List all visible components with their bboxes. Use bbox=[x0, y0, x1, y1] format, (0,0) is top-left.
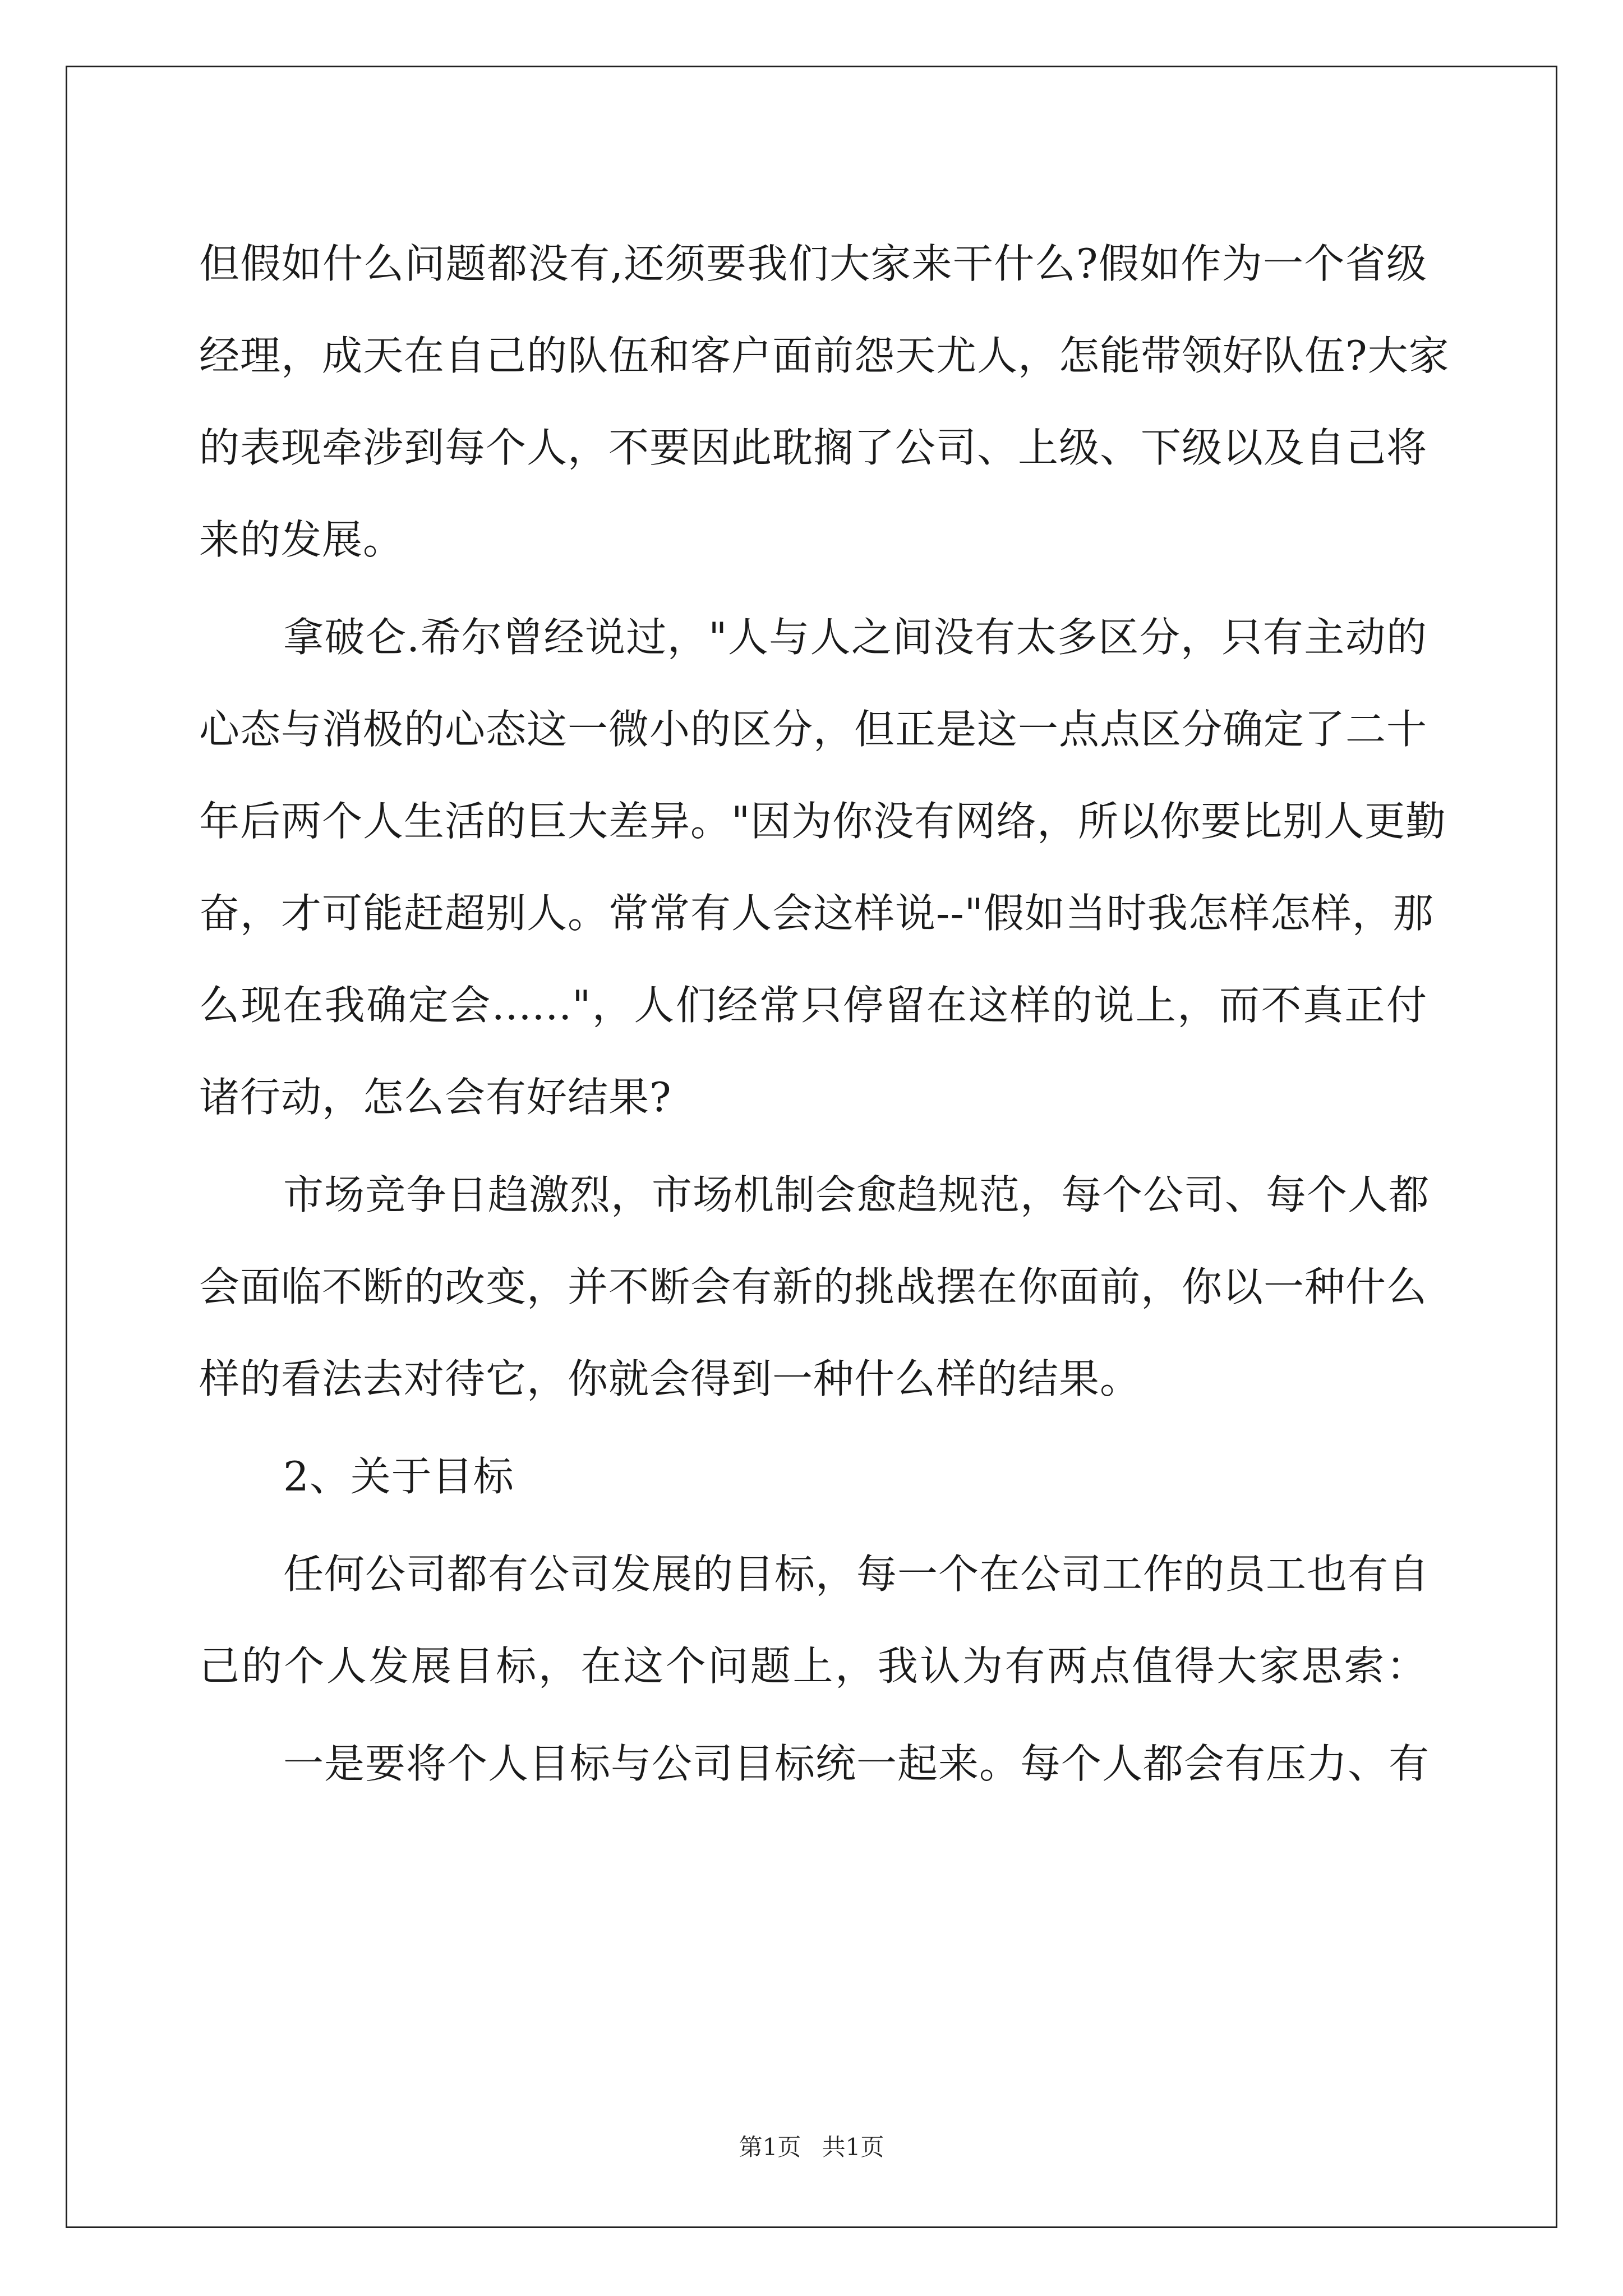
text-line: 的表现牵涉到每个人，不要因此耽搁了公司、上级、下级以及自己将 bbox=[199, 424, 1428, 471]
text-line: 会面临不断的改变，并不断会有新的挑战摆在你面前，你以一种什么 bbox=[199, 1263, 1428, 1310]
text-line: 市场竞争日趋激烈，市场机制会愈趋规范，每个公司、每个人都 bbox=[283, 1171, 1430, 1218]
text-line: 一是要将个人目标与公司目标统一起来。每个人都会有压力、有 bbox=[283, 1740, 1430, 1787]
page-footer bbox=[0, 2129, 1623, 2162]
text-line: 拿破仑.希尔曾经说过，"人与人之间没有太多区分，只有主动的 bbox=[283, 614, 1427, 661]
text-line: 诸行动，怎么会有好结果? bbox=[199, 1074, 672, 1121]
text-line: 任何公司都有公司发展的目标，每一个在公司工作的员工也有自 bbox=[283, 1550, 1430, 1598]
page-total: 共1页 bbox=[822, 2133, 884, 2161]
text-line: 心态与消极的心态这一微小的区分，但正是这一点点区分确定了二十 bbox=[199, 706, 1428, 753]
text-line: 来的发展。 bbox=[199, 516, 404, 563]
text-line: 奋，才可能赶超别人。常常有人会这样说--"假如当时我怎样怎样，那 bbox=[199, 890, 1434, 937]
text-line: 但假如什么问题都没有,还须要我们大家来干什么?假如作为一个省级 bbox=[199, 240, 1427, 287]
text-line: 己的个人发展目标，在这个问题上，我认为有两点值得大家思索： bbox=[199, 1642, 1427, 1690]
text-line: 经理，成天在自己的队伍和客户面前怨天尤人，怎能带领好队伍?大家 bbox=[199, 332, 1450, 379]
section-heading: 2、关于目标 bbox=[283, 1453, 514, 1500]
text-line: 么现在我确定会......"，人们经常只停留在这样的说上，而不真正付 bbox=[199, 982, 1427, 1029]
text-line: 样的看法去对待它，你就会得到一种什么样的结果。 bbox=[199, 1355, 1141, 1402]
document-body bbox=[199, 218, 1450, 1810]
text-line: 年后两个人生活的巨大差异。"因为你没有网络，所以你要比别人更勤 bbox=[199, 798, 1447, 845]
page-number: 第1页 bbox=[739, 2133, 801, 2161]
